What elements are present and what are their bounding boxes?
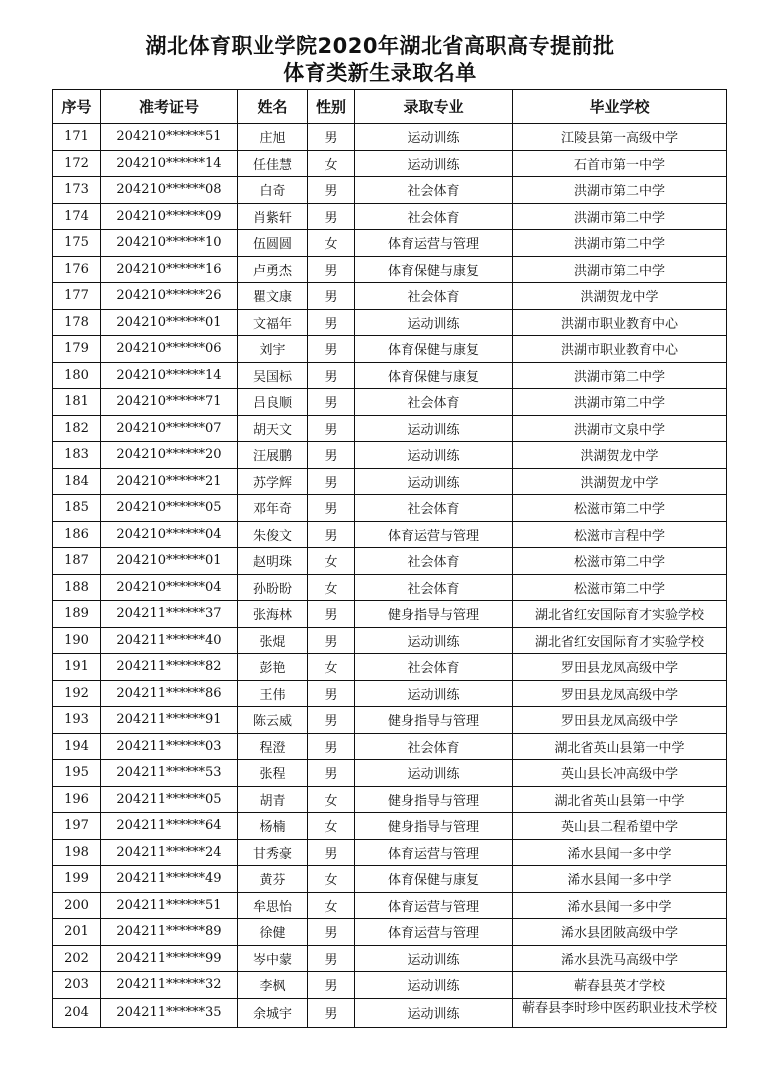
cell-exam-id: 204211******53 bbox=[101, 760, 238, 787]
cell-gender: 男 bbox=[308, 627, 355, 654]
table-row bbox=[53, 230, 727, 257]
cell-gender: 男 bbox=[308, 733, 355, 760]
table-row bbox=[53, 256, 727, 283]
cell-gender: 男 bbox=[308, 389, 355, 416]
cell-name: 徐健 bbox=[238, 919, 308, 946]
cell-seq: 172 bbox=[53, 150, 101, 177]
cell-name: 孙盼盼 bbox=[238, 574, 308, 601]
cell-exam-id: 204211******51 bbox=[101, 892, 238, 919]
table-row bbox=[53, 601, 727, 628]
cell-seq: 199 bbox=[53, 866, 101, 893]
cell-gender: 男 bbox=[308, 256, 355, 283]
cell-exam-id: 204211******37 bbox=[101, 601, 238, 628]
cell-gender: 女 bbox=[308, 892, 355, 919]
cell-major: 体育保健与康复 bbox=[355, 256, 513, 283]
cell-major: 运动训练 bbox=[355, 415, 513, 442]
cell-school: 松滋市第二中学 bbox=[513, 574, 727, 601]
cell-gender: 男 bbox=[308, 309, 355, 336]
cell-major: 体育运营与管理 bbox=[355, 521, 513, 548]
cell-name: 卢勇杰 bbox=[238, 256, 308, 283]
table-row bbox=[53, 468, 727, 495]
table-row bbox=[53, 177, 727, 204]
cell-gender: 女 bbox=[308, 654, 355, 681]
cell-seq: 200 bbox=[53, 892, 101, 919]
cell-major: 社会体育 bbox=[355, 654, 513, 681]
cell-school: 洪湖市职业教育中心 bbox=[513, 336, 727, 363]
cell-gender: 男 bbox=[308, 283, 355, 310]
cell-name: 彭艳 bbox=[238, 654, 308, 681]
cell-school: 松滋市第二中学 bbox=[513, 495, 727, 522]
cell-major: 社会体育 bbox=[355, 495, 513, 522]
cell-major: 健身指导与管理 bbox=[355, 707, 513, 734]
cell-name: 朱俊文 bbox=[238, 521, 308, 548]
cell-major: 体育运营与管理 bbox=[355, 230, 513, 257]
cell-exam-id: 204211******40 bbox=[101, 627, 238, 654]
table-row bbox=[53, 866, 727, 893]
cell-gender: 男 bbox=[308, 468, 355, 495]
cell-gender: 男 bbox=[308, 203, 355, 230]
cell-exam-id: 204211******86 bbox=[101, 680, 238, 707]
cell-exam-id: 204210******08 bbox=[101, 177, 238, 204]
cell-school: 洪湖市第二中学 bbox=[513, 256, 727, 283]
cell-seq: 201 bbox=[53, 919, 101, 946]
cell-seq: 183 bbox=[53, 442, 101, 469]
cell-name: 张焜 bbox=[238, 627, 308, 654]
cell-school: 浠水县洗马高级中学 bbox=[513, 945, 727, 972]
cell-name: 胡青 bbox=[238, 786, 308, 813]
cell-gender: 男 bbox=[308, 415, 355, 442]
cell-exam-id: 204211******89 bbox=[101, 919, 238, 946]
cell-school: 浠水县闻一多中学 bbox=[513, 892, 727, 919]
cell-name: 任佳慧 bbox=[238, 150, 308, 177]
cell-name: 陈云威 bbox=[238, 707, 308, 734]
cell-school: 洪湖市第二中学 bbox=[513, 230, 727, 257]
cell-gender: 男 bbox=[308, 336, 355, 363]
cell-name: 杨楠 bbox=[238, 813, 308, 840]
cell-exam-id: 204210******20 bbox=[101, 442, 238, 469]
table-row bbox=[53, 945, 727, 972]
cell-major: 运动训练 bbox=[355, 760, 513, 787]
cell-exam-id: 204210******16 bbox=[101, 256, 238, 283]
cell-seq: 189 bbox=[53, 601, 101, 628]
cell-major: 运动训练 bbox=[355, 124, 513, 151]
cell-major: 社会体育 bbox=[355, 389, 513, 416]
table-row bbox=[53, 150, 727, 177]
cell-seq: 181 bbox=[53, 389, 101, 416]
cell-major: 体育保健与康复 bbox=[355, 866, 513, 893]
cell-gender: 男 bbox=[308, 760, 355, 787]
cell-name: 肖紫轩 bbox=[238, 203, 308, 230]
cell-name: 余城宇 bbox=[238, 998, 308, 1028]
cell-gender: 男 bbox=[308, 680, 355, 707]
cell-major: 体育运营与管理 bbox=[355, 839, 513, 866]
header-school: 毕业学校 bbox=[513, 90, 727, 124]
cell-major: 运动训练 bbox=[355, 468, 513, 495]
cell-seq: 175 bbox=[53, 230, 101, 257]
cell-school: 蕲春县李时珍中医药职业技术学校 bbox=[513, 998, 727, 1028]
cell-major: 体育运营与管理 bbox=[355, 919, 513, 946]
table-row bbox=[53, 309, 727, 336]
cell-school: 洪湖市文泉中学 bbox=[513, 415, 727, 442]
cell-major: 运动训练 bbox=[355, 442, 513, 469]
table-row bbox=[53, 336, 727, 363]
cell-gender: 女 bbox=[308, 813, 355, 840]
table-row bbox=[53, 389, 727, 416]
cell-name: 吴国标 bbox=[238, 362, 308, 389]
cell-exam-id: 204211******32 bbox=[101, 972, 238, 999]
cell-exam-id: 204210******51 bbox=[101, 124, 238, 151]
table-row bbox=[53, 574, 727, 601]
header-exam-id: 准考证号 bbox=[101, 90, 238, 124]
cell-name: 刘宇 bbox=[238, 336, 308, 363]
page-title: 湖北体育职业学院2020年湖北省高职高专提前批 bbox=[145, 34, 615, 58]
table-row bbox=[53, 839, 727, 866]
cell-gender: 男 bbox=[308, 124, 355, 151]
cell-exam-id: 204210******10 bbox=[101, 230, 238, 257]
table-row bbox=[53, 283, 727, 310]
cell-exam-id: 204211******82 bbox=[101, 654, 238, 681]
cell-name: 苏学辉 bbox=[238, 468, 308, 495]
cell-major: 社会体育 bbox=[355, 574, 513, 601]
cell-major: 运动训练 bbox=[355, 998, 513, 1028]
table-row bbox=[53, 627, 727, 654]
cell-name: 邓年奇 bbox=[238, 495, 308, 522]
cell-exam-id: 204211******03 bbox=[101, 733, 238, 760]
table-row bbox=[53, 124, 727, 151]
cell-major: 体育保健与康复 bbox=[355, 336, 513, 363]
table-row bbox=[53, 548, 727, 575]
cell-school: 洪湖贺龙中学 bbox=[513, 283, 727, 310]
cell-major: 社会体育 bbox=[355, 548, 513, 575]
cell-major: 社会体育 bbox=[355, 203, 513, 230]
cell-major: 健身指导与管理 bbox=[355, 813, 513, 840]
cell-exam-id: 204211******99 bbox=[101, 945, 238, 972]
cell-school: 湖北省红安国际育才实验学校 bbox=[513, 601, 727, 628]
header-name: 姓名 bbox=[238, 90, 308, 124]
cell-name: 黄芬 bbox=[238, 866, 308, 893]
cell-major: 健身指导与管理 bbox=[355, 786, 513, 813]
cell-exam-id: 204211******24 bbox=[101, 839, 238, 866]
cell-seq: 188 bbox=[53, 574, 101, 601]
cell-exam-id: 204211******64 bbox=[101, 813, 238, 840]
cell-school: 石首市第一中学 bbox=[513, 150, 727, 177]
cell-school: 英山县二程希望中学 bbox=[513, 813, 727, 840]
cell-major: 健身指导与管理 bbox=[355, 601, 513, 628]
cell-exam-id: 204210******01 bbox=[101, 548, 238, 575]
cell-seq: 190 bbox=[53, 627, 101, 654]
table-row bbox=[53, 733, 727, 760]
cell-major: 社会体育 bbox=[355, 733, 513, 760]
table-row bbox=[53, 760, 727, 787]
cell-exam-id: 204210******14 bbox=[101, 362, 238, 389]
table-row bbox=[53, 521, 727, 548]
table-row bbox=[53, 680, 727, 707]
cell-seq: 176 bbox=[53, 256, 101, 283]
cell-school: 浠水县闻一多中学 bbox=[513, 839, 727, 866]
cell-gender: 男 bbox=[308, 919, 355, 946]
table-row bbox=[53, 892, 727, 919]
cell-name: 张海林 bbox=[238, 601, 308, 628]
cell-name: 甘秀豪 bbox=[238, 839, 308, 866]
cell-school: 罗田县龙凤高级中学 bbox=[513, 707, 727, 734]
cell-name: 庄旭 bbox=[238, 124, 308, 151]
cell-exam-id: 204210******14 bbox=[101, 150, 238, 177]
cell-exam-id: 204210******71 bbox=[101, 389, 238, 416]
cell-exam-id: 204210******26 bbox=[101, 283, 238, 310]
table-row bbox=[53, 442, 727, 469]
cell-exam-id: 204210******07 bbox=[101, 415, 238, 442]
cell-exam-id: 204210******21 bbox=[101, 468, 238, 495]
table-row bbox=[53, 919, 727, 946]
cell-seq: 187 bbox=[53, 548, 101, 575]
cell-seq: 174 bbox=[53, 203, 101, 230]
cell-name: 赵明珠 bbox=[238, 548, 308, 575]
cell-seq: 186 bbox=[53, 521, 101, 548]
table-row bbox=[53, 998, 727, 1028]
cell-school: 洪湖市第二中学 bbox=[513, 177, 727, 204]
header-seq: 序号 bbox=[53, 90, 101, 124]
cell-seq: 204 bbox=[53, 998, 101, 1028]
cell-seq: 196 bbox=[53, 786, 101, 813]
cell-gender: 女 bbox=[308, 230, 355, 257]
table-row bbox=[53, 786, 727, 813]
cell-name: 张程 bbox=[238, 760, 308, 787]
cell-seq: 185 bbox=[53, 495, 101, 522]
cell-seq: 177 bbox=[53, 283, 101, 310]
cell-exam-id: 204210******04 bbox=[101, 574, 238, 601]
cell-gender: 男 bbox=[308, 521, 355, 548]
admission-table bbox=[52, 89, 727, 1028]
cell-exam-id: 204210******05 bbox=[101, 495, 238, 522]
cell-name: 瞿文康 bbox=[238, 283, 308, 310]
cell-exam-id: 204211******35 bbox=[101, 998, 238, 1028]
table-row bbox=[53, 203, 727, 230]
cell-school: 罗田县龙凤高级中学 bbox=[513, 680, 727, 707]
cell-seq: 194 bbox=[53, 733, 101, 760]
cell-school: 洪湖市第二中学 bbox=[513, 203, 727, 230]
table-row bbox=[53, 415, 727, 442]
cell-exam-id: 204210******09 bbox=[101, 203, 238, 230]
cell-school: 浠水县团陂高级中学 bbox=[513, 919, 727, 946]
cell-major: 运动训练 bbox=[355, 945, 513, 972]
cell-major: 运动训练 bbox=[355, 680, 513, 707]
cell-name: 程澄 bbox=[238, 733, 308, 760]
cell-seq: 180 bbox=[53, 362, 101, 389]
cell-gender: 男 bbox=[308, 177, 355, 204]
cell-seq: 182 bbox=[53, 415, 101, 442]
cell-gender: 男 bbox=[308, 442, 355, 469]
cell-seq: 202 bbox=[53, 945, 101, 972]
cell-major: 体育运营与管理 bbox=[355, 892, 513, 919]
cell-name: 李枫 bbox=[238, 972, 308, 999]
cell-school: 洪湖市第二中学 bbox=[513, 389, 727, 416]
cell-seq: 193 bbox=[53, 707, 101, 734]
cell-name: 文福年 bbox=[238, 309, 308, 336]
cell-name: 岑中蒙 bbox=[238, 945, 308, 972]
header-major: 录取专业 bbox=[355, 90, 513, 124]
cell-name: 王伟 bbox=[238, 680, 308, 707]
cell-gender: 男 bbox=[308, 998, 355, 1028]
cell-school: 湖北省红安国际育才实验学校 bbox=[513, 627, 727, 654]
cell-school: 浠水县闻一多中学 bbox=[513, 866, 727, 893]
cell-seq: 197 bbox=[53, 813, 101, 840]
cell-name: 牟思怡 bbox=[238, 892, 308, 919]
cell-school: 英山县长冲高级中学 bbox=[513, 760, 727, 787]
cell-name: 白奇 bbox=[238, 177, 308, 204]
cell-gender: 男 bbox=[308, 945, 355, 972]
cell-gender: 女 bbox=[308, 574, 355, 601]
cell-school: 松滋市第二中学 bbox=[513, 548, 727, 575]
cell-major: 运动训练 bbox=[355, 150, 513, 177]
cell-school: 洪湖市职业教育中心 bbox=[513, 309, 727, 336]
cell-school: 湖北省英山县第一中学 bbox=[513, 733, 727, 760]
cell-gender: 女 bbox=[308, 150, 355, 177]
cell-major: 运动训练 bbox=[355, 309, 513, 336]
cell-major: 运动训练 bbox=[355, 627, 513, 654]
cell-exam-id: 204211******05 bbox=[101, 786, 238, 813]
cell-exam-id: 204210******06 bbox=[101, 336, 238, 363]
cell-exam-id: 204211******49 bbox=[101, 866, 238, 893]
table-row bbox=[53, 707, 727, 734]
cell-school: 蕲春县英才学校 bbox=[513, 972, 727, 999]
cell-seq: 171 bbox=[53, 124, 101, 151]
cell-seq: 192 bbox=[53, 680, 101, 707]
table-row bbox=[53, 813, 727, 840]
cell-school: 洪湖市第二中学 bbox=[513, 362, 727, 389]
cell-gender: 女 bbox=[308, 548, 355, 575]
header-gender: 性别 bbox=[308, 90, 355, 124]
cell-school: 松滋市言程中学 bbox=[513, 521, 727, 548]
cell-gender: 男 bbox=[308, 839, 355, 866]
cell-gender: 女 bbox=[308, 866, 355, 893]
cell-gender: 男 bbox=[308, 362, 355, 389]
page-subtitle: 体育类新生录取名单 bbox=[283, 61, 477, 85]
cell-gender: 男 bbox=[308, 707, 355, 734]
cell-major: 运动训练 bbox=[355, 972, 513, 999]
cell-major: 社会体育 bbox=[355, 177, 513, 204]
cell-name: 吕良顺 bbox=[238, 389, 308, 416]
cell-school: 洪湖贺龙中学 bbox=[513, 468, 727, 495]
table-header-row bbox=[53, 90, 727, 124]
cell-seq: 173 bbox=[53, 177, 101, 204]
cell-seq: 195 bbox=[53, 760, 101, 787]
cell-gender: 男 bbox=[308, 601, 355, 628]
cell-name: 伍圆圆 bbox=[238, 230, 308, 257]
cell-exam-id: 204210******01 bbox=[101, 309, 238, 336]
table-row bbox=[53, 972, 727, 999]
cell-school: 洪湖贺龙中学 bbox=[513, 442, 727, 469]
cell-seq: 184 bbox=[53, 468, 101, 495]
cell-school: 江陵县第一高级中学 bbox=[513, 124, 727, 151]
table-row bbox=[53, 495, 727, 522]
cell-school: 湖北省英山县第一中学 bbox=[513, 786, 727, 813]
cell-gender: 女 bbox=[308, 786, 355, 813]
cell-exam-id: 204210******04 bbox=[101, 521, 238, 548]
table-row bbox=[53, 362, 727, 389]
cell-seq: 179 bbox=[53, 336, 101, 363]
cell-name: 胡天文 bbox=[238, 415, 308, 442]
cell-gender: 男 bbox=[308, 972, 355, 999]
cell-gender: 男 bbox=[308, 495, 355, 522]
cell-exam-id: 204211******91 bbox=[101, 707, 238, 734]
cell-school: 罗田县龙凤高级中学 bbox=[513, 654, 727, 681]
table-row bbox=[53, 654, 727, 681]
cell-seq: 203 bbox=[53, 972, 101, 999]
cell-major: 社会体育 bbox=[355, 283, 513, 310]
cell-seq: 178 bbox=[53, 309, 101, 336]
cell-name: 汪展鹏 bbox=[238, 442, 308, 469]
cell-seq: 191 bbox=[53, 654, 101, 681]
cell-seq: 198 bbox=[53, 839, 101, 866]
cell-major: 体育保健与康复 bbox=[355, 362, 513, 389]
